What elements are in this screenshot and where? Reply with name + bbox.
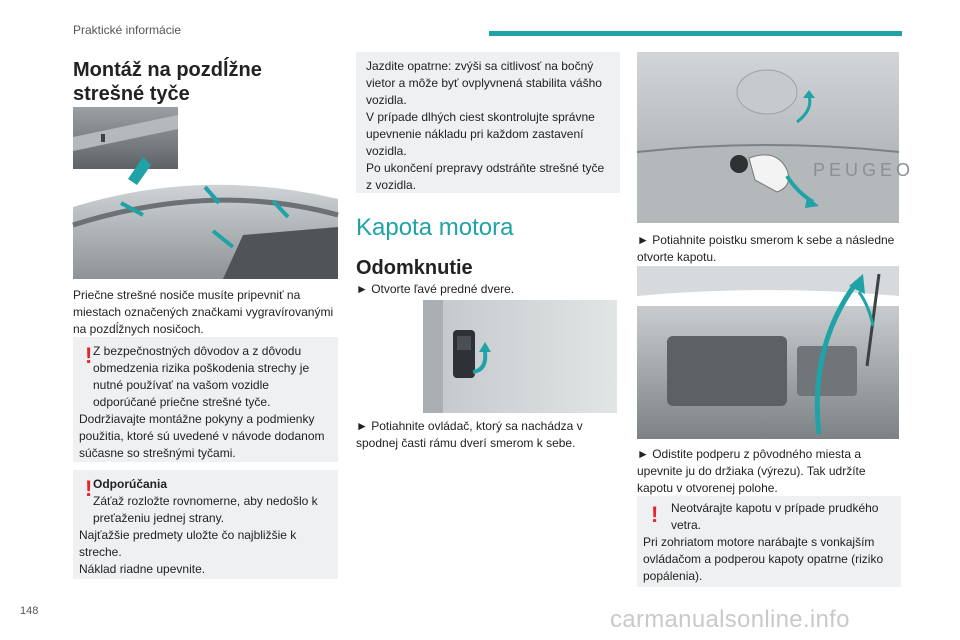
note-p1: Jazdite opatrne: zvýši sa citlivosť na bočný vietor a môže byť ovplyvnená stabilita vášho vozidla.	[366, 59, 602, 107]
warning-rest: obmedzenia rizika poškodenia strechy je nutné používať na vašom vozidle odporúčané priečne strešné tyče.	[93, 361, 310, 409]
recommendations-text3: Náklad riadne upevnite.	[79, 562, 206, 576]
roof-bars-illustration	[73, 107, 338, 279]
note-p3: Po ukončení prepravy odstráňte strešné tyče z vozidla.	[366, 161, 605, 192]
watermark: carmanualsonline.info	[610, 606, 850, 633]
wind-warning-rest: vetra.	[671, 518, 702, 532]
page-title: Montáž na pozdĺžne strešné tyče	[73, 59, 262, 105]
step-pull-latch: ► Potiahnite poistku smerom k sebe a následne otvorte kapotu.	[637, 233, 895, 264]
exclamation-icon: !	[85, 476, 93, 501]
warning-box-safety	[73, 337, 338, 462]
section-title: Kapota motora	[356, 214, 514, 241]
header-accent-bar	[489, 31, 902, 36]
page-number: 148	[20, 605, 39, 617]
exclamation-icon: !	[651, 502, 659, 527]
header-section: Praktické informácie	[73, 23, 182, 37]
warning-box-recommendations	[73, 470, 338, 579]
door-release-illustration	[423, 300, 617, 413]
recommendations-text1: Záťaž rozložte rovnomerne, aby nedošlo k preťaženiu jednej strany.	[93, 494, 318, 525]
step-prop-rod: ► Odistite podperu z pôvodného miesta a upevnite ju do držiaka (výrezu). Tak udržíte kapotu v otvorenej polohe.	[637, 447, 866, 495]
step-pull-lever: ► Potiahnite ovládač, ktorý sa nachádza v spodnej časti rámu dverí smerom k sebe.	[356, 419, 583, 450]
step-open-door: ► Otvorte ľavé predné dvere.	[356, 282, 515, 296]
note-p2: V prípade dlhých ciest skontrolujte správne upevnenie nákladu pri každom zastavení vozidla.	[366, 110, 595, 158]
exclamation-icon: !	[85, 343, 93, 368]
wind-warning-line2: Pri zohriatom motore narábajte s vonkajším ovládačom a podperou kapoty opatrne (riziko popálenia).	[643, 535, 884, 583]
hood-latch-illustration	[637, 52, 915, 223]
warning-box-wind	[637, 496, 901, 587]
warning-line1: Z bezpečnostných dôvodov a z dôvodu	[93, 344, 302, 358]
mounting-paragraph: Priečne strešné nosiče musíte pripevniť na miestach označených značkami vygravírovanými na pozdĺžnych nosičoch.	[73, 288, 334, 336]
subtitle: Odomknutie	[356, 257, 473, 279]
warning-line2: Dodržiavajte montážne pokyny a podmienky použitia, ktoré sú uvedené v návode dodanom súčasne so strešnými tyčami.	[79, 412, 325, 460]
engine-bay-illustration	[637, 266, 899, 439]
recommendations-text2: Najťažšie predmety uložte čo najbližšie k streche.	[79, 528, 297, 559]
brand-lettering: PEUGEO	[813, 160, 915, 180]
wind-warning-line1: Neotvárajte kapotu v prípade prudkého	[671, 501, 879, 515]
driving-note-box	[356, 52, 620, 193]
recommendations-title: Odporúčania	[93, 477, 168, 491]
